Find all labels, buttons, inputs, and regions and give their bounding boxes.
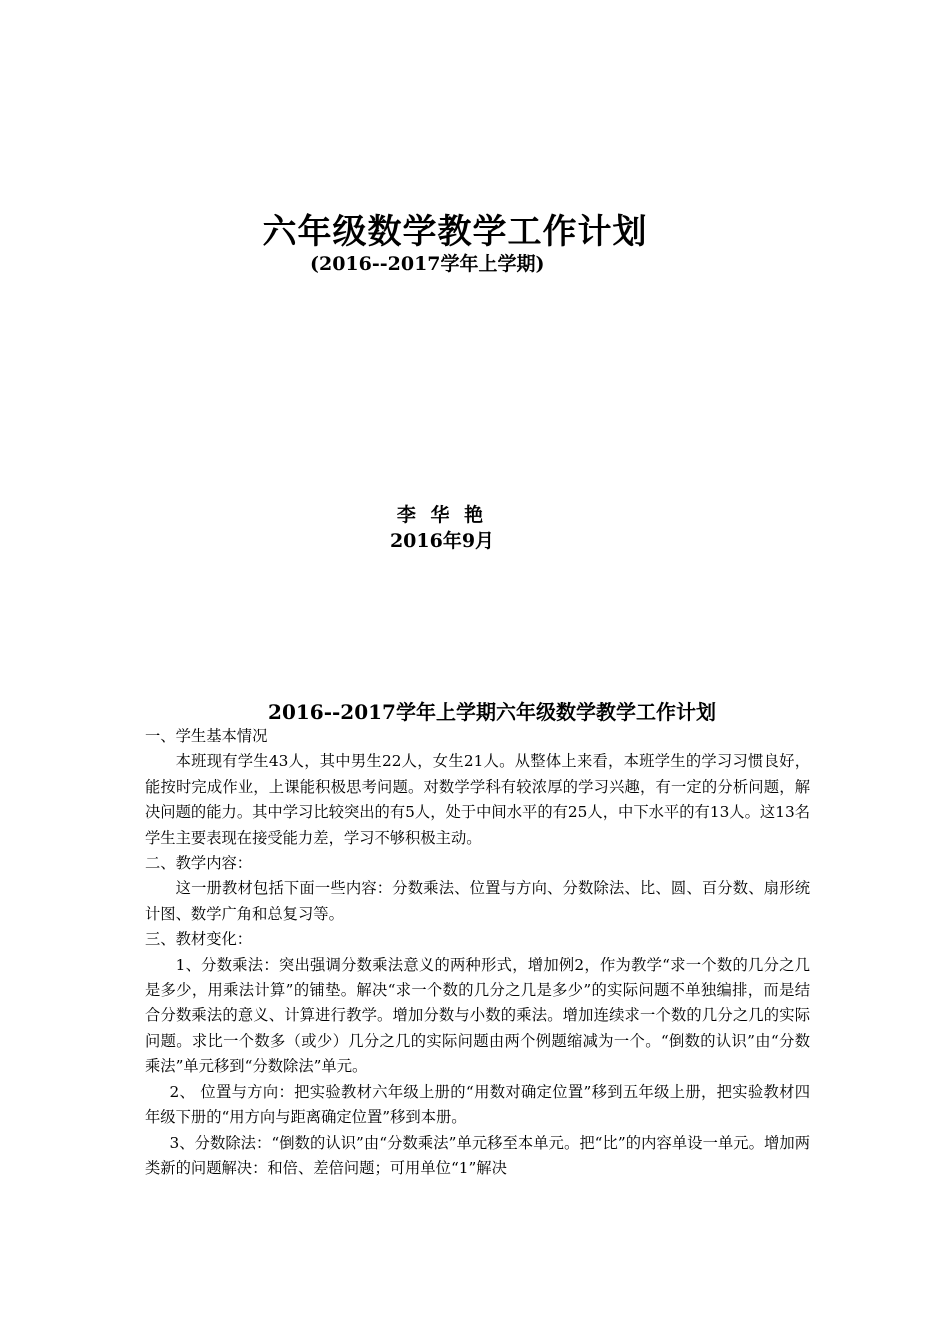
paragraph-students: 本班现有学生43人，其中男生22人，女生21人。从整体上来看，本班学生的学习习惯良好，能按时完成作业，上课能积极思考问题。对数学学科有较浓厚的学习兴趣，有一定的分析问题，解决问题的能力。其中学习比较突出的有5人，处于中间水平的有25人，中下水平的有13人。这13名学生主要表现在接受能力差，学习不够积极主动。 [145, 752, 810, 847]
cover-subtitle: (2016--2017学年上学期) [310, 253, 545, 275]
section-heading-content: 二、教学内容： [145, 854, 253, 873]
body-content [145, 724, 810, 1181]
paragraph-change-2: 2、 位置与方向：把实验教材六年级上册的“用数对确定位置”移到五年级上册，把实验教材四年级下册的“用方向与距离确定位置”移到本册。 [145, 1082, 810, 1127]
body-title: 2016--2017学年上学期六年级数学教学工作计划 [268, 700, 716, 724]
author-name: 李 华 艳 [396, 504, 488, 526]
paragraph-change-1: 1、分数乘法：突出强调分数乘法意义的两种形式，增加例2，作为教学“求一个数的几分之几是多少，用乘法计算”的铺垫。解决“求一个数的几分之几是多少”的实际问题不单独编排，而是结合分数乘法的意义、计算进行教学。增加分数与小数的乘法。增加连续求一个数的几分之几的实际问题。求比一个数多（或少）几分之几的实际问题由两个例题缩减为一个。“倒数的认识”由“分数乘法”单元移到“分数除法”单元。 [145, 955, 810, 1076]
cover-title: 六年级数学教学工作计划 [262, 212, 648, 252]
paragraph-change-3: 3、分数除法：“倒数的认识”由“分数乘法”单元移至本单元。把“比”的内容单设一单元。增加两类新的问题解决：和倍、差倍问题；可用单位“1”解决 [145, 1133, 810, 1177]
cover-date: 2016年9月 [389, 530, 495, 552]
paragraph-content: 这一册教材包括下面一些内容：分数乘法、位置与方向、分数除法、比、圆、百分数、扇形统计图、数学广角和总复习等。 [145, 879, 810, 923]
section-heading-changes: 三、教材变化： [145, 930, 253, 949]
section-heading-students: 一、学生基本情况 [145, 727, 268, 745]
